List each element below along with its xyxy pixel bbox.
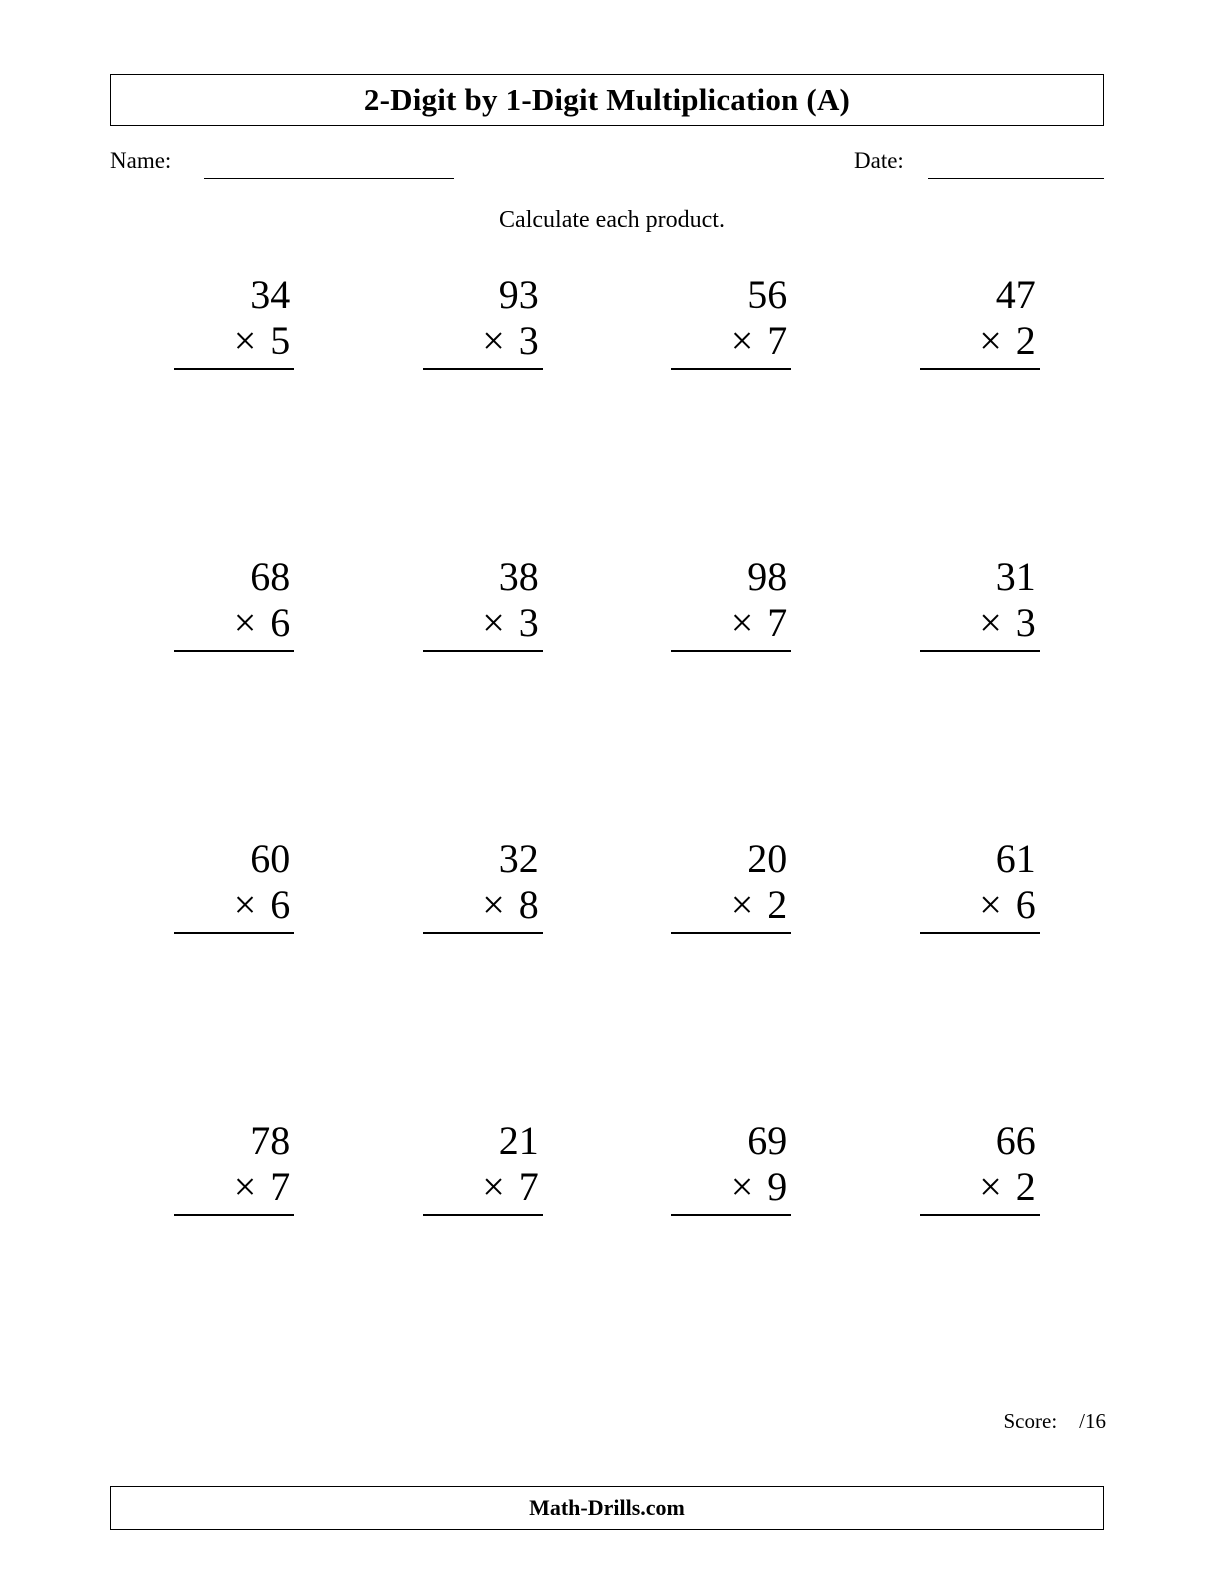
multiplicand: 32 [498, 836, 539, 881]
problem-item [607, 836, 856, 1118]
multiplier: 2 [767, 882, 788, 927]
multiplication-operator-icon: × [482, 318, 505, 363]
problem-item [856, 1118, 1105, 1400]
multiplication-operator-icon: × [979, 600, 1002, 645]
footer-box [110, 1486, 1104, 1530]
multiplicand: 68 [250, 554, 291, 599]
multiplicand: 69 [747, 1118, 788, 1163]
multiplicand: 61 [995, 836, 1036, 881]
multiplication-operator-icon: × [233, 1164, 257, 1209]
multiplier: 6 [270, 600, 291, 645]
multiplicand: 60 [250, 836, 291, 881]
problem-item [359, 836, 608, 1118]
multiplicand: 38 [498, 554, 539, 599]
answer-rule [671, 932, 791, 934]
multiplier: 5 [270, 318, 291, 363]
multiplication-operator-icon: × [233, 318, 257, 363]
multiplier: 3 [518, 600, 539, 645]
name-date-row [110, 148, 1104, 184]
answer-rule [920, 368, 1040, 370]
title-box [110, 74, 1104, 126]
multiplier: 7 [518, 1164, 539, 1209]
answer-rule [423, 1214, 543, 1216]
multiplicand: 31 [995, 554, 1036, 599]
multiplicand: 34 [250, 272, 291, 317]
multiplicand: 78 [250, 1118, 291, 1163]
multiplier: 3 [1015, 600, 1036, 645]
multiplier: 6 [1015, 882, 1036, 927]
multiplier: 9 [767, 1164, 788, 1209]
problem-item [607, 1118, 856, 1400]
multiplication-operator-icon: × [233, 600, 257, 645]
multiplicand: 56 [747, 272, 788, 317]
multiplier: 7 [270, 1164, 291, 1209]
multiplicand: 66 [995, 1118, 1036, 1163]
multiplier: 3 [518, 318, 539, 363]
problem-item [856, 272, 1105, 554]
answer-rule [423, 368, 543, 370]
instructions: Calculate each product. [499, 207, 725, 233]
multiplier: 8 [518, 882, 539, 927]
answer-rule [423, 650, 543, 652]
answer-rule [671, 1214, 791, 1216]
answer-rule [671, 368, 791, 370]
answer-rule [920, 650, 1040, 652]
page-title: 2-Digit by 1-Digit Multiplication (A) [363, 82, 851, 117]
multiplication-operator-icon: × [482, 1164, 505, 1209]
problem-item [110, 1118, 359, 1400]
score-label: Score: [1003, 1409, 1058, 1433]
answer-rule [671, 650, 791, 652]
multiplication-operator-icon: × [233, 882, 257, 927]
multiplication-operator-icon: × [482, 600, 505, 645]
answer-rule [423, 932, 543, 934]
answer-rule [920, 1214, 1040, 1216]
date-input-line[interactable] [928, 178, 1104, 179]
multiplicand: 20 [747, 836, 788, 881]
multiplication-operator-icon: × [730, 318, 754, 363]
multiplier: 2 [1015, 318, 1036, 363]
problem-item [856, 554, 1105, 836]
multiplication-operator-icon: × [482, 882, 505, 927]
problem-item [856, 836, 1105, 1118]
multiplication-operator-icon: × [730, 600, 754, 645]
problem-item [607, 554, 856, 836]
problem-item [359, 554, 608, 836]
multiplication-operator-icon: × [730, 1164, 754, 1209]
name-input-line[interactable] [204, 178, 454, 179]
multiplication-operator-icon: × [979, 318, 1002, 363]
answer-rule [174, 1214, 294, 1216]
footer-attribution: Math-Drills.com [529, 1495, 685, 1520]
date-label: Date: [854, 148, 904, 173]
answer-rule [920, 932, 1040, 934]
problem-item [359, 1118, 608, 1400]
multiplication-operator-icon: × [979, 882, 1002, 927]
multiplication-operator-icon: × [979, 1164, 1002, 1209]
multiplier: 7 [767, 318, 788, 363]
problem-item [359, 272, 608, 554]
score-value: /16 [1079, 1409, 1106, 1433]
multiplier: 6 [270, 882, 291, 927]
multiplication-operator-icon: × [730, 882, 754, 927]
problems-grid [110, 272, 1104, 1372]
multiplicand: 47 [995, 272, 1036, 317]
multiplicand: 93 [498, 272, 539, 317]
problem-item [110, 554, 359, 836]
score-area [1004, 1409, 1107, 1434]
multiplicand: 98 [747, 554, 788, 599]
multiplier: 2 [1015, 1164, 1036, 1209]
problem-item [110, 272, 359, 554]
answer-rule [174, 932, 294, 934]
problem-item [607, 272, 856, 554]
name-label: Name: [110, 148, 172, 173]
multiplier: 7 [767, 600, 788, 645]
multiplicand: 21 [498, 1118, 539, 1163]
answer-rule [174, 368, 294, 370]
problem-item [110, 836, 359, 1118]
answer-rule [174, 650, 294, 652]
